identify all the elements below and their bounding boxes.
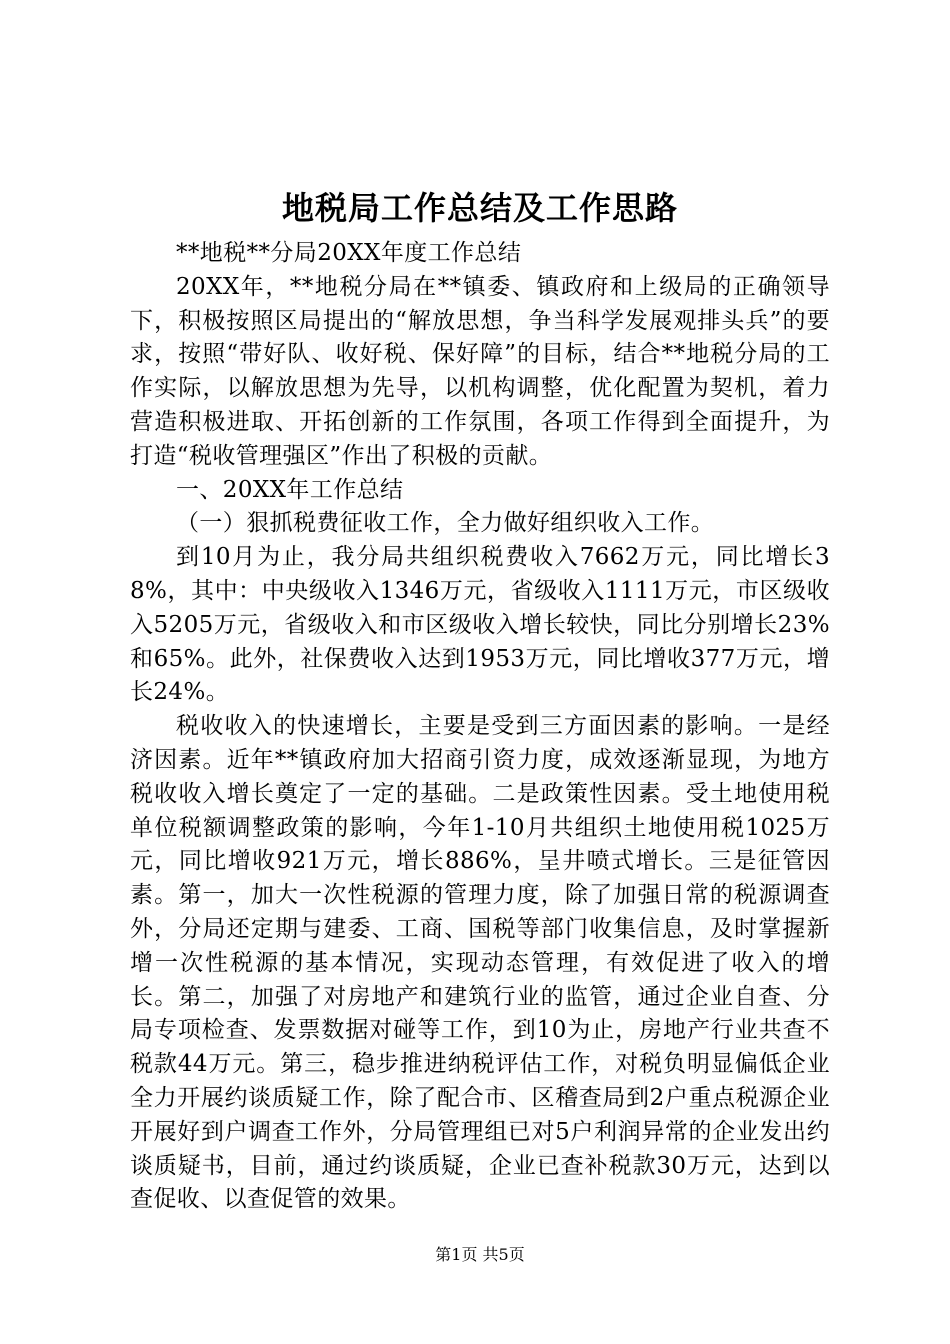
- page-footer: 第1页 共5页: [435, 1245, 525, 1264]
- paragraph-intro: 20XX年，**地税分局在**镇委、镇政府和上级局的正确领导下，积极按照区局提出的“解放思想，争当科学发展观排头兵”的要求，按照“带好队、收好税、保好障”的目标，结合**地税分局的工作实际，以解放思想为先导，以机构调整，优化配置为契机，着力营造积极进取、开拓创新的工作氛围，各项工作得到全面提升，为打造“税收管理强区”作出了积极的贡献。: [130, 273, 830, 469]
- document-page: [130, 0, 830, 1344]
- paragraph-factors: 税收收入的快速增长，主要是受到三方面因素的影响。一是经济因素。近年**镇政府加大招商引资力度，成效逐渐显现，为地方税收收入增长奠定了一定的基础。二是政策性因素。受土地使用税单位税额调整政策的影响，今年1-10月共组织土地使用税1025万元，同比增收921万元，增长886%，呈井喷式增长。三是征管因素。第一，加大一次性税源的管理力度，除了加强日常的税源调查外，分局还定期与建委、工商、国税等部门收集信息，及时掌握新增一次性税源的基本情况，实现动态管理，有效促进了收入的增长。第二，加强了对房地产和建筑行业的监管，通过企业自查、分局专项检查、发票数据对碰等工作，到10为止，房地产行业共查不税款44万元。第三，稳步推进纳税评估工作，对税负明显偏低企业全力开展约谈质疑工作，除了配合市、区稽查局到2户重点税源企业开展好到户调查工作外，分局管理组已对5户利润异常的企业发出约谈质疑书，目前，通过约谈质疑，企业已查补税款30万元，达到以查促收、以查促管的效果。: [130, 713, 830, 1213]
- paragraph-revenue: 到10月为止，我分局共组织税费收入7662万元，同比增长38%，其中：中央级收入1346万元，省级收入1111万元，市区级收入5205万元，省级收入和市区级收入增长较快，同比分别增长23%和65%。此外，社保费收入达到1953万元，同比增收377万元，增长24%。: [130, 544, 830, 706]
- subsection-heading: （一）狠抓税费征收工作，全力做好组织收入工作。: [176, 510, 715, 537]
- section-heading: 一、20XX年工作总结: [176, 476, 404, 503]
- paragraph-subtitle: **地税**分局20XX年度工作总结: [176, 240, 522, 266]
- document-body: [130, 237, 830, 1217]
- document-title: 地税局工作总结及工作思路: [281, 189, 678, 227]
